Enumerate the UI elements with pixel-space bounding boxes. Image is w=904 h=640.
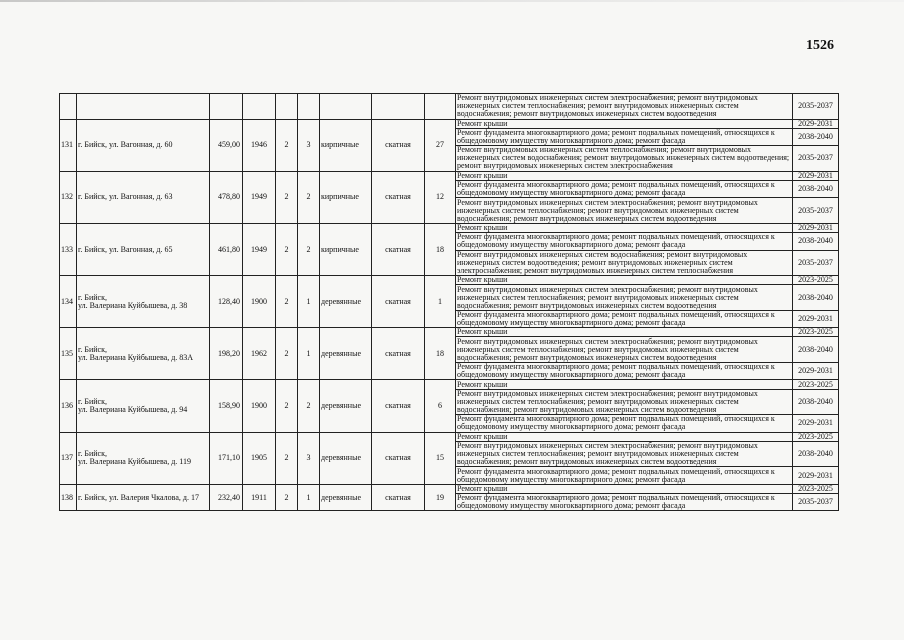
work-description-cell: Ремонт фундамента многоквартирного дома; ремонт подвальных помещений, относящихся к общедомовому имуществу многоквартирного дома; ремонт фасада [456,493,793,510]
year-cell [243,94,276,120]
roof-type-cell: скатная [372,276,425,328]
work-period-cell: 2038-2040 [793,180,839,197]
work-description-cell: Ремонт фундамента многоквартирного дома; ремонт подвальных помещений, относящихся к общедомовому имуществу многоквартирного дома; ремонт фасада [456,310,793,327]
entrances-cell: 2 [298,171,320,223]
work-description-cell: Ремонт крыши [456,432,793,441]
wall-material-cell: деревянные [320,484,372,511]
work-description-cell: Ремонт крыши [456,276,793,285]
roof-type-cell: скатная [372,171,425,223]
year-cell: 1900 [243,276,276,328]
work-period-cell: 2029-2031 [793,363,839,380]
work-period-cell: 2023-2025 [793,276,839,285]
apartments-cell: 1 [425,276,456,328]
wall-material-cell: деревянные [320,328,372,380]
table-body [60,94,839,511]
apartments-cell: 27 [425,119,456,171]
address-line: ул. Валериана Куйбышева, д. 119 [78,457,191,467]
wall-material-cell: кирпичные [320,171,372,223]
apartments-cell: 15 [425,432,456,484]
entrances-cell: 1 [298,484,320,511]
work-description-cell: Ремонт крыши [456,484,793,493]
area-cell: 478,80 [210,171,243,223]
work-period-cell: 2023-2025 [793,380,839,389]
row-number-cell: 135 [60,328,77,380]
work-description-cell: Ремонт внутридомовых инженерных систем электроснабжения; ремонт внутридомовых инженерных систем теплоснабжения; ремонт внутридомовых инженерных систем водоснабжения; ремонт внутридомовых инженерных систем водоотведения [456,94,793,120]
floors-cell: 2 [276,119,298,171]
address-cell [77,276,210,328]
address-cell [77,119,210,171]
row-number-cell: 137 [60,432,77,484]
table-row [60,223,839,232]
work-period-cell: 2029-2031 [793,223,839,232]
floors-cell: 2 [276,380,298,432]
row-number-cell: 136 [60,380,77,432]
address-line: г. Бийск, ул. Вагонная, д. 65 [78,244,173,254]
area-cell: 459,00 [210,119,243,171]
area-cell [210,94,243,120]
address-line: г. Бийск, [78,449,107,459]
address-line: ул. Валериана Куйбышева, д. 83А [78,352,194,362]
work-period-cell: 2029-2031 [793,467,839,484]
address-line: г. Бийск, ул. Вагонная, д. 60 [78,140,173,150]
row-number-cell [60,94,77,120]
year-cell: 1905 [243,432,276,484]
address-line: г. Бийск, [78,397,107,407]
work-period-cell: 2038-2040 [793,389,839,415]
year-cell: 1962 [243,328,276,380]
entrances-cell: 3 [298,119,320,171]
roof-type-cell [372,94,425,120]
floors-cell [276,94,298,120]
address-line: г. Бийск, ул. Вагонная, д. 63 [78,192,173,202]
work-period-cell: 2038-2040 [793,285,839,311]
table-row [60,119,839,128]
address-cell [77,432,210,484]
entrances-cell: 3 [298,432,320,484]
work-period-cell: 2038-2040 [793,233,839,250]
work-period-cell: 2023-2025 [793,484,839,493]
work-period-cell: 2038-2040 [793,441,839,467]
address-line: г. Бийск, [78,292,107,302]
work-description-cell: Ремонт внутридомовых инженерных систем теплоснабжения; ремонт внутридомовых инженерных систем водоснабжения; ремонт внутридомовых инженерных систем водоотведения; ремонт внутридомовых инженерных систем электроснабжения [456,146,793,172]
apartments-cell: 18 [425,223,456,275]
entrances-cell: 2 [298,380,320,432]
address-cell [77,94,210,120]
address-cell [77,223,210,275]
work-description-cell: Ремонт крыши [456,328,793,337]
work-description-cell: Ремонт внутридомовых инженерных систем электроснабжения; ремонт внутридомовых инженерных систем теплоснабжения; ремонт внутридомовых инженерных систем водоснабжения; ремонт внутридомовых инженерных систем водоотведения [456,337,793,363]
address-cell [77,171,210,223]
work-description-cell: Ремонт крыши [456,119,793,128]
address-line: г. Бийск, ул. Валерия Чкалова, д. 17 [78,492,199,502]
work-description-cell: Ремонт внутридомовых инженерных систем электроснабжения; ремонт внутридомовых инженерных систем теплоснабжения; ремонт внутридомовых инженерных систем водоснабжения; ремонт внутридомовых инженерных систем водоотведения [456,285,793,311]
floors-cell: 2 [276,276,298,328]
floors-cell: 2 [276,171,298,223]
roof-type-cell: скатная [372,484,425,511]
wall-material-cell: деревянные [320,380,372,432]
entrances-cell [298,94,320,120]
row-number-cell: 134 [60,276,77,328]
address-cell [77,328,210,380]
apartments-cell: 6 [425,380,456,432]
work-description-cell: Ремонт внутридомовых инженерных систем электроснабжения; ремонт внутридомовых инженерных систем теплоснабжения; ремонт внутридомовых инженерных систем водоснабжения; ремонт внутридомовых инженерных систем водоотведения [456,441,793,467]
address-line: г. Бийск, [78,344,107,354]
work-period-cell: 2035-2037 [793,198,839,224]
work-description-cell: Ремонт внутридомовых инженерных систем водоснабжения; ремонт внутридомовых инженерных систем водоотведения; ремонт внутридомовых инженерных систем электроснабжения; ремонт внутридомовых инженерных систем теплоснабжения [456,250,793,276]
repair-schedule-table-container [59,93,839,511]
work-period-cell: 2038-2040 [793,128,839,145]
wall-material-cell: деревянные [320,432,372,484]
work-period-cell: 2035-2037 [793,493,839,510]
work-period-cell: 2023-2025 [793,328,839,337]
area-cell: 171,10 [210,432,243,484]
area-cell: 158,90 [210,380,243,432]
work-description-cell: Ремонт внутридомовых инженерных систем электроснабжения; ремонт внутридомовых инженерных систем теплоснабжения; ремонт внутридомовых инженерных систем водоснабжения; ремонт внутридомовых инженерных систем водоотведения [456,198,793,224]
entrances-cell: 2 [298,223,320,275]
roof-type-cell: скатная [372,380,425,432]
work-description-cell: Ремонт фундамента многоквартирного дома; ремонт подвальных помещений, относящихся к общедомовому имуществу многоквартирного дома; ремонт фасада [456,415,793,432]
row-number-cell: 138 [60,484,77,511]
floors-cell: 2 [276,484,298,511]
floors-cell: 2 [276,223,298,275]
floors-cell: 2 [276,328,298,380]
address-cell [77,380,210,432]
roof-type-cell: скатная [372,119,425,171]
work-period-cell: 2038-2040 [793,337,839,363]
work-description-cell: Ремонт крыши [456,380,793,389]
work-description-cell: Ремонт внутридомовых инженерных систем электроснабжения; ремонт внутридомовых инженерных систем теплоснабжения; ремонт внутридомовых инженерных систем водоснабжения; ремонт внутридомовых инженерных систем водоотведения [456,389,793,415]
page-number: 1526 [806,38,834,53]
year-cell: 1949 [243,171,276,223]
apartments-cell: 19 [425,484,456,511]
table-row [60,328,839,337]
table-row [60,484,839,493]
repair-schedule-table [59,93,839,511]
work-period-cell: 2029-2031 [793,415,839,432]
wall-material-cell [320,94,372,120]
work-period-cell: 2029-2031 [793,119,839,128]
work-period-cell: 2035-2037 [793,250,839,276]
table-row [60,276,839,285]
address-cell [77,484,210,511]
work-description-cell: Ремонт крыши [456,223,793,232]
work-description-cell: Ремонт крыши [456,171,793,180]
address-line: ул. Валериана Куйбышева, д. 38 [78,300,188,310]
work-period-cell: 2029-2031 [793,310,839,327]
scan-edge-artifact [0,0,904,2]
work-description-cell: Ремонт фундамента многоквартирного дома; ремонт подвальных помещений, относящихся к общедомовому имуществу многоквартирного дома; ремонт фасада [456,128,793,145]
apartments-cell: 18 [425,328,456,380]
year-cell: 1946 [243,119,276,171]
work-description-cell: Ремонт фундамента многоквартирного дома; ремонт подвальных помещений, относящихся к общедомовому имуществу многоквартирного дома; ремонт фасада [456,467,793,484]
table-row [60,94,839,120]
work-period-cell: 2035-2037 [793,146,839,172]
row-number-cell: 133 [60,223,77,275]
area-cell: 461,80 [210,223,243,275]
year-cell: 1900 [243,380,276,432]
work-description-cell: Ремонт фундамента многоквартирного дома; ремонт подвальных помещений, относящихся к общедомовому имуществу многоквартирного дома; ремонт фасада [456,233,793,250]
year-cell: 1911 [243,484,276,511]
work-description-cell: Ремонт фундамента многоквартирного дома; ремонт подвальных помещений, относящихся к общедомовому имуществу многоквартирного дома; ремонт фасада [456,180,793,197]
area-cell: 198,20 [210,328,243,380]
roof-type-cell: скатная [372,223,425,275]
work-description-cell: Ремонт фундамента многоквартирного дома; ремонт подвальных помещений, относящихся к общедомовому имуществу многоквартирного дома; ремонт фасада [456,363,793,380]
apartments-cell: 12 [425,171,456,223]
floors-cell: 2 [276,432,298,484]
roof-type-cell: скатная [372,328,425,380]
row-number-cell: 132 [60,171,77,223]
address-line: ул. Валериана Куйбышева, д. 94 [78,405,188,415]
wall-material-cell: кирпичные [320,119,372,171]
table-row [60,432,839,441]
table-row [60,171,839,180]
entrances-cell: 1 [298,328,320,380]
area-cell: 128,40 [210,276,243,328]
year-cell: 1949 [243,223,276,275]
apartments-cell [425,94,456,120]
wall-material-cell: кирпичные [320,223,372,275]
wall-material-cell: деревянные [320,276,372,328]
table-row [60,380,839,389]
work-period-cell: 2035-2037 [793,94,839,120]
work-period-cell: 2023-2025 [793,432,839,441]
row-number-cell: 131 [60,119,77,171]
roof-type-cell: скатная [372,432,425,484]
work-period-cell: 2029-2031 [793,171,839,180]
entrances-cell: 1 [298,276,320,328]
area-cell: 232,40 [210,484,243,511]
